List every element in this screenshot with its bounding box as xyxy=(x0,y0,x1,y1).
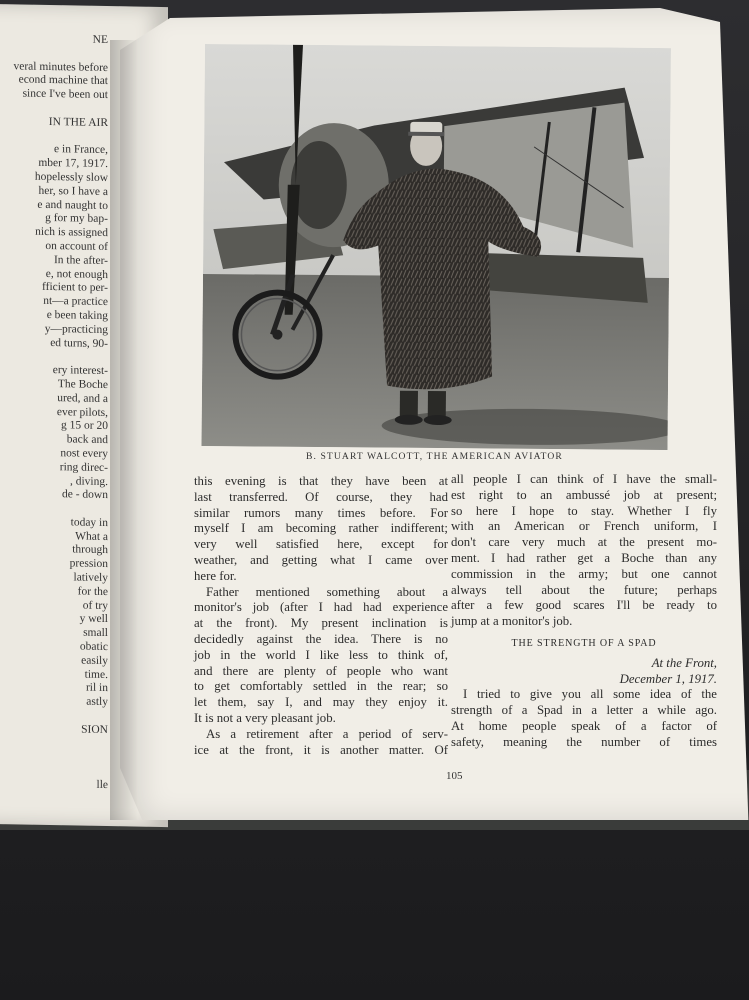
body-text-line: I tried to give you all some idea of the xyxy=(463,687,717,702)
left-page-line: ed turns, 90- xyxy=(50,336,108,350)
body-text-line: and there are plenty of people who want xyxy=(194,663,448,678)
section-heading: THE STRENGTH OF A SPAD xyxy=(511,637,657,649)
left-page-line: ured, and a xyxy=(57,391,108,405)
left-page-line: through xyxy=(72,543,108,557)
left-page-line: e been taking xyxy=(46,308,108,322)
left-page-line: hopelessly slow xyxy=(34,170,108,185)
left-page-line: mber 17, 1917. xyxy=(38,157,108,171)
body-text-line: to get comfortably settled in the rear; so xyxy=(194,679,448,694)
left-page-line: small xyxy=(83,626,108,640)
aviator-photograph xyxy=(201,44,670,450)
left-page-line: on account of xyxy=(45,239,108,254)
body-text-line: this evening is that they have been at xyxy=(194,474,448,488)
left-page-line: IN THE AIR xyxy=(48,115,108,129)
left-page-line: obatic xyxy=(79,640,108,654)
left-page-line: de - down xyxy=(62,488,108,502)
left-page-line: ever pilots, xyxy=(56,405,108,419)
left-page-line: NE xyxy=(92,33,108,47)
page-number: 105 xyxy=(446,770,463,782)
body-text-line: at the front). My present inclination is xyxy=(194,616,448,631)
left-page-line: y well xyxy=(79,613,108,626)
left-page-line: What a xyxy=(75,530,108,543)
left-page-line: time. xyxy=(84,668,108,681)
left-page-line: nost every xyxy=(60,447,108,460)
dateline-place: At the Front, xyxy=(651,655,717,670)
body-text-line: jump at a monitor's job. xyxy=(451,614,573,629)
body-text-line: last transferred. Of course, they had xyxy=(194,489,448,504)
body-text-line: very well satisfied here, except for xyxy=(194,537,448,552)
left-page-line: g for my bap- xyxy=(45,212,108,226)
body-text-line: similar rumors many times before. For xyxy=(194,505,448,520)
body-text-line: ice at the front, it is another matter. Of xyxy=(194,742,448,757)
left-page-line: lle xyxy=(96,778,108,792)
body-text-line: As a retirement after a period of serv- xyxy=(206,726,448,741)
left-page-line: e and naught to xyxy=(37,198,108,212)
body-text-line: monitor's job (after I had had experience xyxy=(194,600,448,615)
body-text-line: let them, say I, and may they enjoy it. xyxy=(194,695,448,710)
dateline-date: December 1, 1917. xyxy=(619,671,717,686)
body-text-line: job in the world I like less to think of, xyxy=(194,647,448,662)
photo-caption: B. STUART WALCOTT, THE AMERICAN AVIATOR xyxy=(306,451,563,462)
left-page-line: today in xyxy=(70,516,108,529)
left-page-line: back and xyxy=(66,433,108,447)
body-text-line: commission in the army; but one cannot xyxy=(451,566,717,581)
body-text-line: all people I can think of I have the small- xyxy=(451,472,717,486)
left-page-line: for the xyxy=(77,585,108,598)
left-page-line: e in France, xyxy=(54,143,108,157)
left-text-column xyxy=(194,474,448,758)
body-text-line: It is not a very pleasant job. xyxy=(194,710,336,725)
left-page-line: g 15 or 20 xyxy=(61,419,108,433)
page-gutter-shadow xyxy=(110,40,138,820)
left-page-line: econd machine that xyxy=(18,73,108,88)
body-text-line: here for. xyxy=(194,568,237,583)
left-page-line: fficient to per- xyxy=(42,281,108,295)
left-page-line: ery interest- xyxy=(52,364,108,378)
left-page-line: ril in xyxy=(85,682,108,695)
left-page-line: The Boche xyxy=(57,378,108,391)
left-page-line: astly xyxy=(86,695,108,709)
body-text-line: always tell about the future; perhaps xyxy=(451,582,717,597)
left-page-line: nt—a practice xyxy=(43,295,108,309)
body-text-line: safety, meaning the number of times xyxy=(451,734,717,749)
left-page-text xyxy=(0,31,108,792)
left-page-line: ring direc- xyxy=(59,460,108,474)
body-text-line: At home people speak of a factor of xyxy=(451,718,717,733)
left-page-line: veral minutes before xyxy=(13,60,108,74)
body-text-line: myself I am becoming rather indifferent; xyxy=(194,521,448,536)
right-text-column xyxy=(451,472,717,751)
left-page-line: e, not enough xyxy=(45,267,108,281)
body-text-line: ment. I had rather get a Boche than any xyxy=(451,550,717,565)
body-text-line: with an American or French uniform, I xyxy=(451,519,717,534)
body-text-line: est right to an ambussé job at present; xyxy=(451,487,717,502)
left-page-line: pression xyxy=(69,557,108,571)
body-text-line: strength of a Spad in a letter a while ago. xyxy=(451,703,717,718)
body-text-line: decidedly against the idea. There is no xyxy=(194,631,448,646)
left-page-line: since I've been out xyxy=(22,87,108,102)
left-page-line: In the after- xyxy=(53,253,108,267)
left-page-line: SION xyxy=(81,723,108,736)
body-text-line: after a few good scares I'll be ready to xyxy=(451,598,717,613)
body-text-line: don't care very much at the present mo- xyxy=(451,535,717,550)
left-page-line: nich is assigned xyxy=(35,225,108,240)
left-page-line: easily xyxy=(81,654,108,667)
left-page-line: latively xyxy=(73,571,108,585)
body-text-line: Father mentioned something about a xyxy=(206,584,448,599)
body-text-line: weather, and getting what I came over xyxy=(194,552,448,567)
body-text-line: so here I hope to stay. Whether I fly xyxy=(451,503,717,518)
left-page-line: , diving. xyxy=(69,474,108,488)
left-page-line: of try xyxy=(82,599,108,612)
left-page-line: y—practicing xyxy=(44,322,108,336)
left-page-line: her, so I have a xyxy=(38,184,108,198)
